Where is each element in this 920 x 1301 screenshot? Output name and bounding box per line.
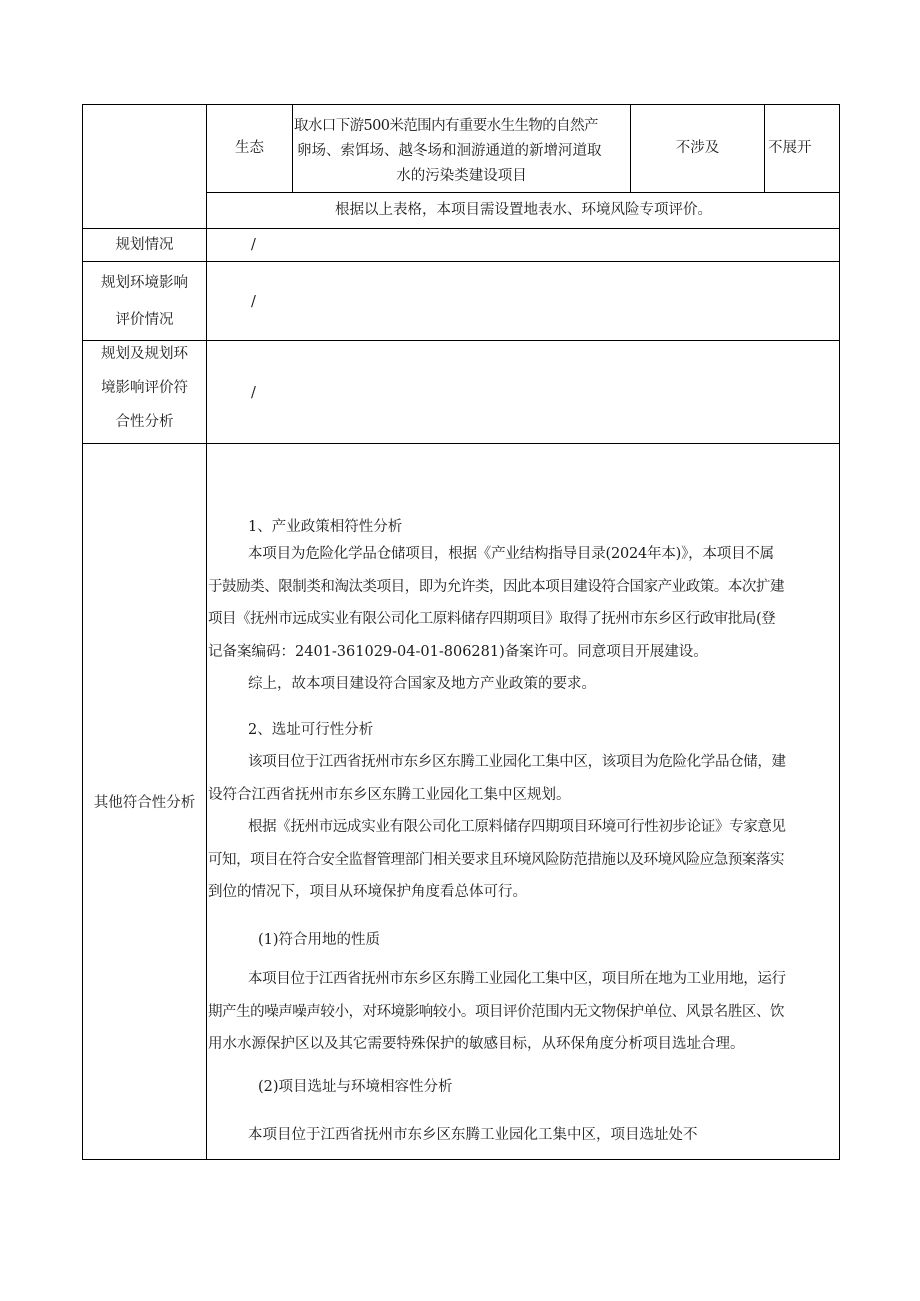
- paragraph-line: 用水水源保护区以及其它需要特殊保护的敏感目标，从环保角度分析项目选址合理。: [208, 1036, 745, 1052]
- land-use-paragraph: [208, 963, 836, 1061]
- ecology-criteria-line-3: 水的污染类建设项目: [396, 168, 527, 184]
- planning-label: 规划情况: [115, 237, 174, 253]
- special-assessment-conclusion: 根据以上表格，本项目需设置地表水、环境风险专项评价。: [335, 202, 712, 218]
- ecology-judgment-cell: 不涉及: [675, 140, 720, 156]
- site-feasibility-paragraph: [208, 746, 836, 909]
- paragraph-line: 项目《抚州市远成实业有限公司化工原料储存四期项目》取得了抚州市东乡区行政审批局(登: [208, 611, 776, 627]
- paragraph-line: 到位的情况下，项目从环境保护角度看总体可行。: [208, 884, 527, 900]
- planning-value: /: [251, 237, 256, 253]
- paragraph-line: 本项目为危险化学品仓储项目，根据《产业结构指导目录(2024年本)》，本项目不属: [248, 546, 774, 562]
- paragraph-line: 可知，项目在符合安全监督管理部门相关要求且环境风险防范措施以及环境风险应急预案落实: [208, 851, 785, 868]
- planning-compliance-value: /: [251, 385, 256, 401]
- subsection-2-title: (2)项目选址与环境相容性分析: [258, 1079, 453, 1095]
- planning-eia-value: /: [251, 294, 256, 310]
- table-left-border: [82, 104, 83, 1160]
- paragraph-line: 记备案编码：2401-361029-04-01-806281)备案许可。同意项目开展建设。: [208, 643, 708, 660]
- planning-compliance-label-line-1: 规划及规划环: [101, 346, 188, 362]
- table-top-border: [82, 104, 840, 105]
- paragraph-line: 本项目位于江西省抚州市东乡区东腾工业园化工集中区，项目所在地为工业用地，运行: [248, 971, 786, 987]
- paragraph-line: 根据《抚州市远成实业有限公司化工原料储存四期项目环境可行性初步论证》专家意见: [248, 819, 786, 835]
- planning-compliance-label-line-2: 境影响评价符: [101, 380, 188, 396]
- ecology-row-bottom-border: [207, 192, 840, 193]
- paragraph-line: 于鼓励类、限制类和淘汰类项目，即为允许类，因此本项目建设符合国家产业政策。本次扩建: [208, 578, 785, 595]
- industrial-policy-paragraph: [208, 538, 836, 701]
- section-1-title: 1、产业政策相符性分析: [248, 519, 403, 535]
- conclusion-row-bottom-border: [82, 228, 840, 229]
- planning-compliance-label-line-3: 合性分析: [115, 414, 174, 430]
- paragraph-line: 综上，故本项目建设符合国家及地方产业政策的要求。: [248, 676, 596, 692]
- table-right-border: [839, 104, 840, 1160]
- planning-row-bottom-border: [82, 261, 840, 262]
- paragraph-line: 该项目位于江西省抚州市东乡区东腾工业园化工集中区，该项目为危险化学品仓储，建: [248, 754, 786, 770]
- label-column-border: [206, 104, 207, 1160]
- subsection-1-title: (1)符合用地的性质: [258, 932, 381, 948]
- planning-eia-label-line-1: 规划环境影响: [101, 275, 188, 291]
- paragraph-line: 期产生的噪声噪声较小，对环境影响较小。项目评价范围内无文物保护单位、风景名胜区、饮: [208, 1003, 785, 1020]
- ecology-category-cell: 生态: [235, 140, 264, 156]
- section-2-title: 2、选址可行性分析: [248, 722, 374, 738]
- ecology-action-cell: 不展开: [768, 140, 812, 156]
- ecology-criteria-line-2: 卵场、索饵场、越冬场和洄游通道的新增河道取: [297, 143, 602, 159]
- table-bottom-border: [82, 1159, 840, 1160]
- planning-compliance-row-bottom-border: [82, 443, 840, 444]
- other-compliance-label: 其他符合性分析: [93, 795, 196, 811]
- judgment-column-border: [764, 104, 765, 193]
- planning-eia-row-bottom-border: [82, 340, 840, 341]
- planning-eia-label-line-2: 评价情况: [115, 312, 174, 328]
- paragraph-line: 设符合江西省抚州市东乡区东腾工业园化工集中区规划。: [208, 786, 571, 803]
- environment-compatibility-text: 本项目位于江西省抚州市东乡区东腾工业园化工集中区，项目选址处不: [248, 1127, 698, 1143]
- ecology-criteria-line-1: 取水口下游500米范围内有重要水生生物的自然产: [294, 118, 598, 134]
